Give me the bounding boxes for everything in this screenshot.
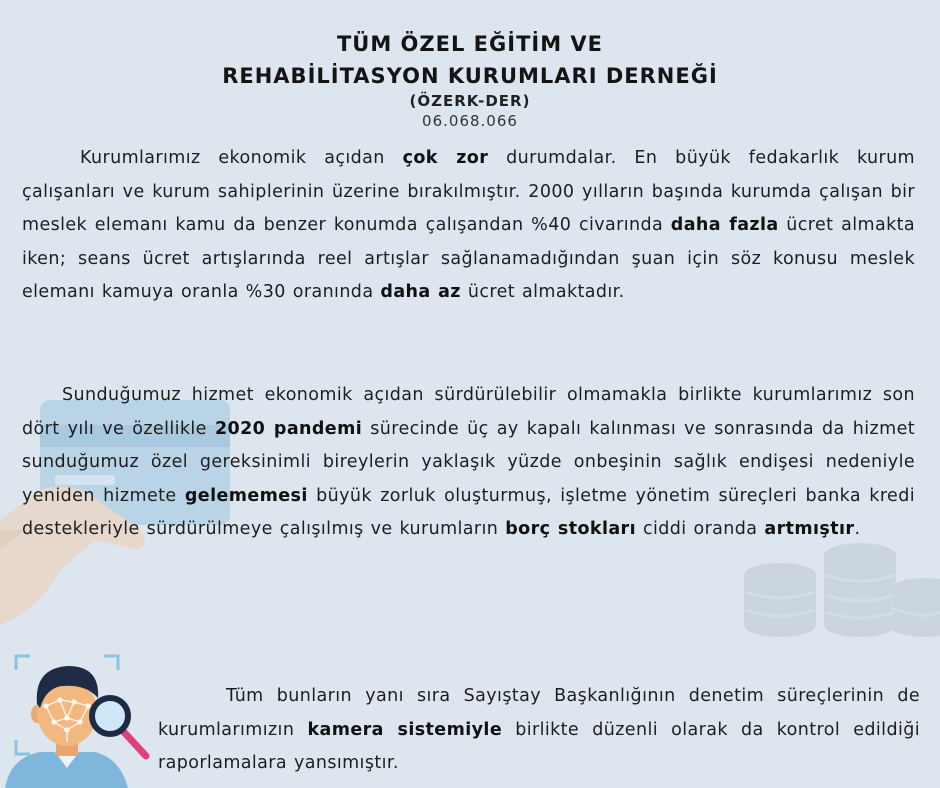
- bold-phrase: kamera sistemiyle: [307, 719, 503, 740]
- paragraph-pandemic: [22, 379, 915, 547]
- bold-phrase: 2020 pandemi: [214, 418, 363, 439]
- text-segment: durumdalar. En büyük fedakarlık kurum çalışanları ve kurum sahiplerinin üzerine bırakılmıştır. 2000 yılların başında kurumda çalışan bir meslek elemanı kamu da benzer konumda çalışandan %40 civarında: [22, 148, 916, 236]
- registry-number: 06.068.066: [422, 112, 518, 130]
- text-segment: ciddi oranda: [635, 519, 765, 540]
- face-recognition-illustration: [0, 648, 160, 788]
- bold-phrase: daha az: [380, 282, 461, 303]
- bold-phrase: borç stokları: [505, 519, 636, 540]
- paragraph-salaries: [22, 142, 915, 310]
- paragraph-audit: [158, 680, 920, 781]
- text-segment: birlikte düzenli olarak da kontrol edildiği raporlamalara yansımıştır.: [158, 719, 920, 774]
- bold-phrase: artmıştır: [764, 519, 855, 540]
- text-segment: ücret almakta iken; seans ücret artışlarında reel artışlar sağlanamadığından şuan için söz konusu meslek elemanı kamuya oranla %30 oranında: [22, 215, 915, 303]
- association-abbreviation: (ÖZERK-DER): [409, 92, 531, 110]
- text-segment: büyük zorluk oluşturmuş, işletme yönetim süreçleri banka kredi destekleriyle sürdürülmeye çalışılmış ve kurumların: [22, 485, 915, 540]
- text-segment: .: [854, 519, 861, 540]
- text-segment: Kurumlarımız ekonomik açıdan: [80, 148, 403, 168]
- text-segment: Sunduğumuz hizmet ekonomik açıdan sürdürülebilir olmamakla birlikte kurumlarımız son dört yılı ve özellikle: [22, 385, 915, 439]
- bold-phrase: gelememesi: [184, 485, 308, 506]
- text-segment: Tüm bunların yanı sıra Sayıştay Başkanlığının denetim süreçlerinin de kurumlarımızın: [158, 686, 920, 740]
- text-segment: sürecinde üç ay kapalı kalınması ve sonrasında da hizmet sunduğumuz özel gereksinimli bireylerin yaklaşık yüzde onbeşinin sağlık endişesi nedeniyle yeniden hizmete: [22, 418, 915, 506]
- bold-phrase: çok zor: [402, 148, 489, 168]
- bold-phrase: daha fazla: [670, 215, 779, 236]
- title-line-2: REHABİLİTASYON KURUMLARI DERNEĞİ: [222, 64, 718, 88]
- title-line-1: TÜM ÖZEL EĞİTİM VE: [336, 32, 604, 56]
- page-header: [0, 28, 940, 132]
- text-segment: ücret almaktadır.: [460, 282, 625, 303]
